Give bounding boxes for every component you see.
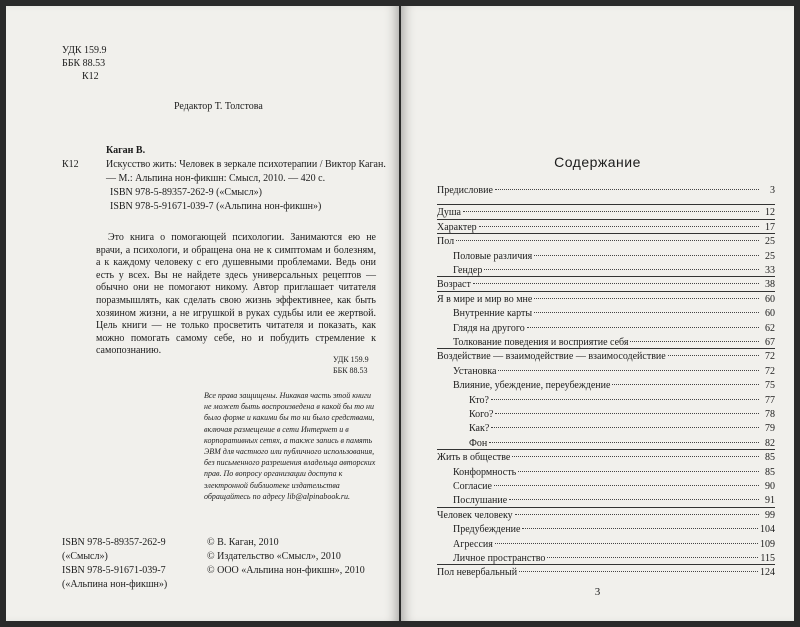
toc-entry-title: Послушание [453,495,508,507]
toc-divider [437,564,775,565]
toc-entry-page: 99 [765,509,775,521]
udk-code: УДК 159.9 [333,355,369,364]
bbk-code: ББК 88.53 [62,58,106,69]
toc-entry-title: Характер [437,221,477,233]
toc-title: Содержание [554,154,641,170]
toc-entry-title: Внутренние карты [453,308,533,320]
toc-leader-dots [509,499,759,500]
annotation-text: Это книга о помогающей психологии. Занимаются ею не врачи, а психологи, и обращена она не к симптомам и болезням, а к каждому человеку с его душевными проблемами. Ведь они есть у всех. Вы не найдете здесь универсальных рецептов — обычно они не помогают никому. Автор приглашает читателя поразмышлять, как сделать свою жизнь эффективнее, как быть хозяином жизни, а не игрушкой в руках судьбы или ее жертвой. Цель книги — не только просветить читателя и показать, как можно помогать самому себе, но и побудить стремление к самопознанию. [96,232,376,357]
toc-entry[interactable] [437,235,775,249]
toc-divider [437,348,775,349]
toc-entry-title: Пол невербальный [437,567,518,579]
toc-entry-page: 38 [765,279,775,291]
toc-divider [437,291,775,292]
toc-entry[interactable] [437,538,775,552]
toc-entry-page: 72 [765,365,775,377]
isbn-line: ISBN 978-5-89357-262-9 [62,537,166,548]
udk-block-top [62,44,107,83]
toc-entry-title: Фон [469,437,488,449]
page-number: 3 [594,586,601,598]
bbk-code: ББК 88.53 [333,366,368,375]
toc-entry[interactable] [437,350,775,364]
isbn-line: ISBN 978-5-91671-039-7 («Альпина нон-фикшн») [110,201,322,212]
editor-line: Редактор Т. Толстова [174,101,263,112]
toc-leader-dots [495,189,759,190]
toc-leader-dots [484,269,759,270]
toc-leader-dots [512,456,759,457]
toc-entry-page: 78 [765,409,775,420]
toc-entry[interactable] [437,394,775,408]
copyright-line: © Издательство «Смысл», 2010 [207,551,341,562]
toc-entry-page: 17 [765,221,775,233]
toc-entry[interactable] [437,365,775,379]
toc-entry[interactable] [437,184,775,198]
rights-notice: Все права защищены. Никакая часть этой книги не может быть воспроизведена в какой бы то ни было форме и какими бы то ни было средствами, включая размещение в сети Интернет и в корпоративных сетях, а также запись в память ЭВМ для частного или публичного использования, без письменного разрешения владельца авторских прав. По вопросу организации доступа к электронной библиотеке издательства обращайтесь по адресу lib@alpinabook.ru. [204,391,376,501]
toc-entry-page: 104 [760,524,775,536]
toc-leader-dots [491,399,759,400]
toc-divider [437,507,775,508]
toc-leader-dots [498,370,759,371]
toc-entry-title: Возраст [437,279,471,291]
toc-entry[interactable] [437,523,775,537]
toc-entry-title: Гендер [453,265,483,276]
toc-entry-title: Глядя на другого [453,322,525,334]
toc-entry[interactable] [437,379,775,393]
udk-block-bottom [333,354,369,376]
bibliographic-record [106,144,396,214]
toc-leader-dots [522,528,758,529]
toc-leader-dots [515,514,759,515]
copyright-block [207,536,365,578]
toc-leader-dots [495,413,759,414]
toc-entry-title: Кто? [469,394,489,406]
toc-entry[interactable] [437,322,775,336]
toc-entry-page: 82 [765,437,775,449]
toc-entry-title: Я в мире и мир во мне [437,293,533,305]
toc-entry-page: 91 [765,495,775,507]
toc-entry-page: 3 [770,185,775,196]
toc-entry-page: 60 [765,308,775,320]
toc-entry-page: 62 [765,322,775,334]
toc-leader-dots [494,485,759,486]
toc-entry-page: 67 [765,337,775,348]
toc-leader-dots [489,442,759,443]
toc-entry-title: Воздействие — взаимодействие — взаимосодействие [437,351,666,363]
toc-entry-page: 12 [765,207,775,219]
toc-entry-page: 72 [765,351,775,363]
toc-leader-dots [668,355,759,356]
toc-entry-page: 90 [765,481,775,492]
author-name: Каган В. [106,145,146,156]
toc-leader-dots [473,283,759,284]
toc-entry-page: 25 [765,250,775,262]
toc-leader-dots [534,312,759,313]
toc-entry-title: Агрессия [453,538,493,550]
toc-leader-dots [456,240,759,241]
toc-leader-dots [612,384,759,385]
toc-entry[interactable] [437,466,775,480]
toc-entry-page: 124 [760,567,775,579]
toc-entry-page: 85 [765,466,775,478]
toc-leader-dots [491,427,759,428]
toc-entry-title: Установка [453,365,497,377]
copyright-line: © ООО «Альпина нон-фикшн», 2010 [207,565,365,576]
toc-entry[interactable] [437,250,775,264]
toc-entry-title: Человек человеку [437,509,513,521]
toc-entry-page: 77 [765,394,775,406]
author-mark-side: К12 [62,159,79,170]
toc-leader-dots [518,471,759,472]
bibliographic-description: Искусство жить: Человек в зеркале психотерапии / Виктор Каган. — М.: Альпина нон-фикшн: Смысл, 2010. — 420 с. [106,159,386,184]
toc-entry-page: 79 [765,423,775,435]
toc-entry-page: 109 [760,538,775,550]
publisher-label: («Альпина нон-фикшн») [62,579,168,590]
toc-entry-title: Как? [469,423,490,435]
toc-entry-title: Душа [437,207,461,219]
toc-entry-page: 25 [765,236,775,248]
toc-divider [437,204,775,205]
toc-leader-dots [479,226,759,227]
toc-entry-title: Толкование поведения и восприятие себя [453,337,629,348]
toc-entry-title: Согласие [453,481,492,492]
toc-entry-page: 60 [765,293,775,305]
isbn-block [62,536,167,592]
toc-entry-title: Жить в обществе [437,452,511,464]
toc-divider [437,276,775,277]
toc-entry-title: Кого? [469,409,494,420]
toc-entry[interactable] [437,422,775,436]
author-mark: К12 [82,71,99,82]
udk-code: УДК 159.9 [62,45,107,56]
copyright-line: © В. Каган, 2010 [207,537,279,548]
toc-divider [437,219,775,220]
toc-leader-dots [547,557,758,558]
toc-entry[interactable] [437,293,775,307]
toc-entry-title: Влияние, убеждение, переубеждение [453,380,611,392]
toc-entry[interactable] [437,307,775,321]
right-page [401,6,794,621]
toc-entry-title: Половые различия [453,250,533,262]
toc-leader-dots [519,571,758,572]
publisher-label: («Смысл») [62,551,108,562]
toc-entry-title: Предубеждение [453,524,521,536]
toc-entry-title: Конформность [453,466,517,478]
toc-leader-dots [534,298,759,299]
toc-leader-dots [534,255,759,256]
toc-leader-dots [463,211,759,212]
toc-entry-page: 115 [760,553,775,564]
toc-entry-page: 75 [765,380,775,392]
toc-leader-dots [527,327,759,328]
toc-divider [437,449,775,450]
toc-entry-title: Пол [437,236,455,248]
toc-entry[interactable] [437,408,775,422]
toc-entry-title: Предисловие [437,185,493,196]
toc-leader-dots [495,543,758,544]
left-page [6,6,399,621]
toc-entry[interactable] [437,566,775,580]
toc-leader-dots [630,341,759,342]
isbn-line: ISBN 978-5-89357-262-9 («Смысл») [110,187,262,198]
toc-entry-title: Личное пространство [453,553,546,564]
isbn-line: ISBN 978-5-91671-039-7 [62,565,166,576]
toc-divider [437,233,775,234]
toc-entry-page: 33 [765,265,775,276]
toc-entry[interactable] [437,451,775,465]
toc-entry[interactable] [437,509,775,523]
toc-entry[interactable] [437,480,775,494]
toc-entry-page: 85 [765,452,775,464]
